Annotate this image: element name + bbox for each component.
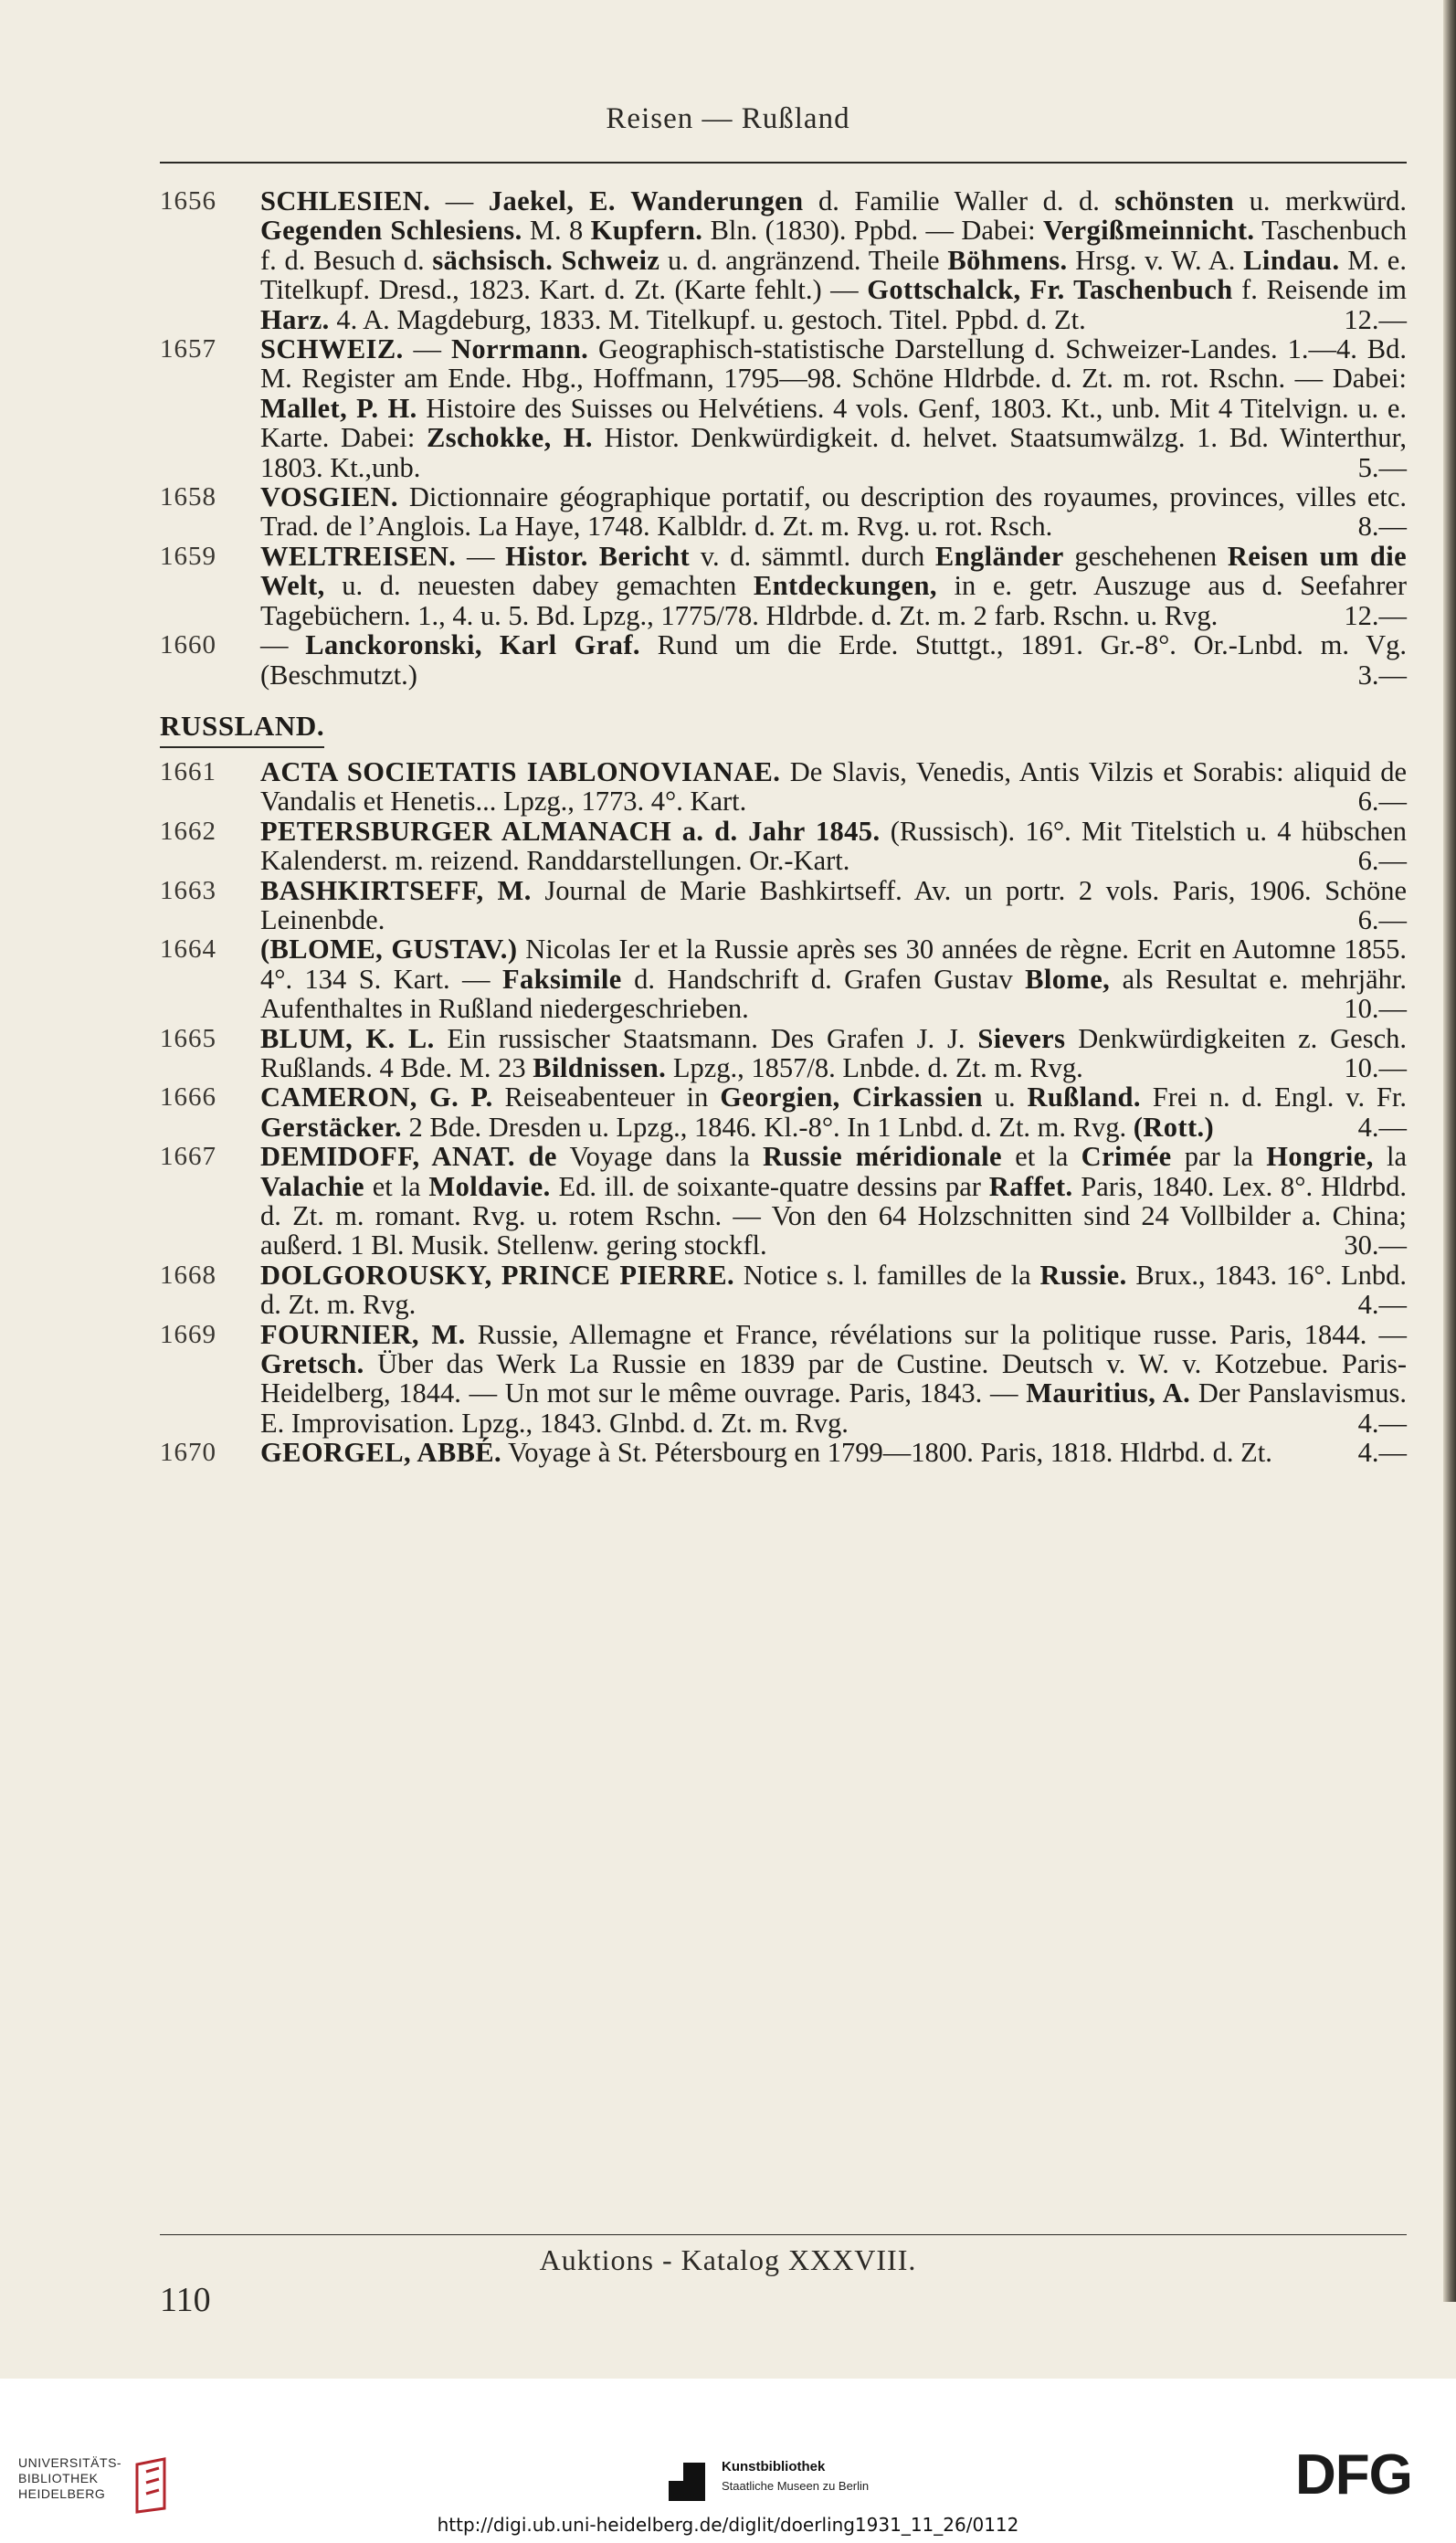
entry-text: Denkwürdigkeiten z. Gesch. Rußlands. 4 Bde. M. 23	[260, 1022, 1408, 1083]
lot-price: 4.—	[1357, 1289, 1407, 1321]
lot-price: 8.—	[1357, 511, 1407, 543]
entry-bold-text: FOURNIER, M.	[260, 1318, 466, 1350]
source-url[interactable]: http://digi.ub.uni-heidelberg.de/diglit/doerling1931_11_26/0112	[437, 2514, 1019, 2536]
entry-text: Brux., 1843. 16°. Lnbd. d. Zt. m. Rvg.	[260, 1259, 1407, 1321]
kunstbibliothek-mark-icon	[669, 2463, 705, 2501]
catalog-entry	[160, 542, 1407, 630]
entry-description	[260, 186, 1407, 334]
entry-bold-text: Engländer	[934, 540, 1064, 572]
entry-text: Voyage dans la	[556, 1141, 763, 1173]
lot-price: 12.—	[1344, 599, 1407, 631]
lot-number: 1667	[160, 1142, 216, 1172]
lot-number: 1663	[160, 875, 216, 905]
page-edge-shadow	[1443, 0, 1456, 2302]
kunstbibliothek-subtitle: Staatliche Museen zu Berlin	[722, 2479, 870, 2493]
entry-bold-text: PETERSBURGER ALMANACH a. d. Jahr 1845.	[260, 815, 881, 847]
entry-bold-text: sächsisch. Schweiz	[432, 244, 660, 276]
entry-text: f. Reisende im	[1232, 274, 1407, 306]
catalog-entry	[160, 186, 1407, 334]
entry-bold-text: Zschokke, H.	[426, 422, 593, 454]
entry-bold-text: Jaekel, E. Wanderungen	[488, 185, 804, 216]
entry-bold-text: Reisen um die Welt,	[260, 540, 1408, 602]
entry-text: d. Handschrift d. Grafen Gustav	[621, 963, 1026, 995]
entry-text: Frei n. d. Engl. v. Fr.	[1140, 1082, 1407, 1113]
entry-text: M. 8	[522, 215, 591, 247]
lot-number: 1662	[160, 816, 216, 846]
entry-bold-text: Moldavie.	[428, 1170, 551, 1202]
catalog-entry	[160, 1024, 1407, 1083]
entry-bold-text: Blome,	[1025, 963, 1111, 995]
lot-number: 1658	[160, 482, 216, 512]
running-header: Reisen — Rußland	[606, 102, 850, 135]
entry-bold-text: (BLOME, GUSTAV.)	[260, 934, 518, 965]
dfg-logo[interactable]: DFG	[1295, 2443, 1412, 2506]
lot-number: 1659	[160, 541, 216, 571]
entry-text: Histoire des Suisses ou Helvétiens. 4 vols. Genf, 1803. Kt., unb. Mit 4 Titelvign. u. e. Karte. Dabei:	[260, 392, 1408, 454]
entry-text: Geographisch-statistische Darstellung d. Schweizer-Landes. 1.—4. Bd. M. Register am Ende. Hbg., Hoffmann, 1795—98. Schöne Hldrbde. d. Zt. m. rot. Rschn. — Dabei:	[260, 333, 1407, 395]
lot-price: 6.—	[1357, 786, 1407, 818]
entry-text: v. d. sämmtl. durch	[690, 540, 935, 572]
entry-bold-text: Crimée	[1081, 1141, 1172, 1173]
entry-bold-text: BLUM, K. L.	[260, 1022, 435, 1054]
entry-text: Ein russischer Staatsmann. Des Grafen J. J.	[434, 1022, 978, 1054]
catalog-entry	[160, 334, 1407, 482]
section-heading: RUSSLAND.	[160, 710, 324, 748]
entry-text: Russie, Allemagne et France, révélations sur la politique russe. Paris, 1844. —	[465, 1318, 1407, 1350]
entry-bold-text: Russie méridionale	[762, 1141, 1002, 1173]
entry-bold-text: Valachie	[260, 1170, 364, 1202]
lot-number: 1664	[160, 934, 216, 965]
entry-description	[260, 334, 1407, 482]
entry-text: Paris, 1840. Lex. 8°. Hldrbd. d. Zt. m. romant. Rvg. u. rotem Rschn. — Von den 64 Holzschnitten sind 24 Vollbilder a. China; außerd. 1 Bl. Musik. Stellenw. gering stockfl.	[260, 1170, 1407, 1261]
entry-description	[260, 542, 1407, 630]
entry-description	[260, 876, 1407, 935]
entry-bold-text: DOLGOROUSKY, PRINCE PIERRE.	[260, 1259, 735, 1291]
entry-description	[260, 934, 1407, 1023]
entry-text: Rund um die Erde. Stuttgt., 1891. Gr.-8°. Or.-Lnbd. m. Vg. (Beschmutzt.)	[260, 629, 1407, 691]
catalog-entry	[160, 757, 1407, 817]
kunstbibliothek-title: Kunstbibliothek	[722, 2459, 826, 2474]
entry-text: (Russisch). 16°. Mit Titelstich u. 4 hübschen Kalenderst. m. reizend. Randdarstellungen. Or.-Kart.	[260, 815, 1407, 877]
entry-text: Histor. Denkwürdigkeit. d. helvet. Staatsumwälzg. 1. Bd. Winterthur, 1803. Kt.,unb.	[260, 422, 1408, 483]
kunstbibliothek-logo[interactable]	[669, 2457, 906, 2512]
entry-bold-text: ACTA SOCIETATIS IABLONOVIANAE.	[260, 755, 781, 787]
lot-price: 30.—	[1344, 1229, 1407, 1261]
entry-text: u. merkwürd.	[1234, 185, 1408, 216]
entry-bold-text: Gottschalck, Fr. Taschenbuch	[867, 274, 1233, 306]
catalog-entry	[160, 1082, 1407, 1142]
entry-bold-text: BASHKIRTSEFF, M.	[260, 874, 532, 906]
entry-text: als Resultat e. mehrjähr. Aufenthaltes in Rußland niedergeschrieben.	[260, 963, 1408, 1025]
lot-price: 5.—	[1357, 451, 1407, 483]
entry-bold-text: Georgien, Cirkassien	[720, 1082, 983, 1113]
catalog-entry	[160, 1142, 1407, 1261]
entry-text: u. d. neuesten dabey gemachten	[324, 570, 754, 602]
lot-price: 10.—	[1344, 1051, 1407, 1083]
page-number: 110	[160, 2281, 211, 2319]
lot-number: 1668	[160, 1260, 216, 1290]
entry-description	[260, 1142, 1407, 1261]
entry-bold-text: DEMIDOFF, ANAT. de	[260, 1141, 557, 1173]
entry-bold-text: WELTREISEN.	[260, 540, 457, 572]
entry-text: —	[403, 333, 451, 365]
lot-price: 6.—	[1357, 903, 1407, 935]
heidelberg-emblem-icon	[128, 2455, 183, 2516]
entry-text: Über das Werk La Russie en 1839 par de Custine. Deutsch v. W. v. Kotzebue. Paris-Heidelberg, 1844. — Un mot sur le même ouvrage. Paris, 1843. —	[260, 1348, 1407, 1409]
entry-text: M. e. Titelkupf. Dresd., 1823. Kart. d. Zt. (Karte fehlt.) —	[260, 244, 1407, 306]
entry-bold-text: SCHWEIZ.	[260, 333, 404, 365]
entry-bold-text: Kupfern.	[590, 215, 703, 247]
lot-number: 1670	[160, 1438, 216, 1468]
entry-description	[260, 1320, 1407, 1439]
entry-bold-text: Histor. Bericht	[505, 540, 691, 572]
lot-price: 6.—	[1357, 845, 1407, 877]
entry-text: geschehenen	[1063, 540, 1228, 572]
entry-bold-text: Sievers	[977, 1022, 1066, 1054]
entry-bold-text: Lanckoronski, Karl Graf.	[305, 629, 640, 661]
entry-bold-text: schönsten	[1114, 185, 1235, 216]
lot-price: 4.—	[1357, 1111, 1407, 1143]
entry-text: in e. getr. Auszuge aus d. Seefahrer Tagebüchern. 1., 4. u. 5. Bd. Lpzg., 1775/78. Hldrbde. d. Zt. m. 2 farb. Rschn. u. Rvg.	[260, 570, 1407, 631]
catalog-entry	[160, 1438, 1407, 1467]
entry-bold-text: Gegenden Schlesiens.	[260, 215, 522, 247]
entry-bold-text: GEORGEL, ABBÉ.	[260, 1437, 502, 1469]
logo-line: HEIDELBERG	[18, 2486, 106, 2501]
entry-description	[260, 1024, 1407, 1083]
entry-text: Nicolas Ier et la Russie après ses 30 années de règne. Ecrit en Automne 1855. 4°. 134 S. Kart. —	[260, 934, 1407, 995]
entry-text: Journal de Marie Bashkirtseff. Av. un portr. 2 vols. Paris, 1906. Schöne Leinenbde.	[260, 874, 1407, 935]
entry-text: et la	[364, 1170, 429, 1202]
entry-text: Ed. ill. de soixante-quatre dessins par	[550, 1170, 989, 1202]
catalog-entry	[160, 630, 1407, 690]
entry-text: Voyage à St. Pétersbourg en 1799—1800. Paris, 1818. Hldrbd. d. Zt.	[501, 1437, 1272, 1469]
entry-text: la	[1373, 1141, 1407, 1173]
entry-bold-text: VOSGIEN.	[260, 481, 398, 513]
footer-rule	[160, 2234, 1407, 2235]
catalog-entry	[160, 876, 1407, 935]
entry-description	[260, 630, 1407, 690]
entry-description	[260, 757, 1407, 817]
entry-text: u.	[982, 1082, 1028, 1113]
entry-text: Der Panslavismus. E. Improvisation. Lpzg., 1843. Glnbd. d. Zt. m. Rvg.	[260, 1377, 1407, 1439]
entry-text: Lpzg., 1857/8. Lnbde. d. Zt. m. Rvg.	[666, 1051, 1083, 1083]
entry-text: —	[260, 629, 306, 661]
entry-bold-text: Mallet, P. H.	[260, 392, 417, 424]
lot-price: 4.—	[1357, 1407, 1407, 1439]
entry-bold-text: Harz.	[260, 303, 330, 335]
entry-text: De Slavis, Venedis, Antis Vilzis et Sorabis: aliquid de Vandalis et Henetis... Lpzg., 1773. 4°. Kart.	[260, 755, 1407, 818]
entry-text: —	[456, 540, 506, 572]
logo-line: BIBLIOTHEK	[18, 2471, 99, 2485]
entry-bold-text: Vergißmeinnicht.	[1042, 215, 1255, 247]
entry-bold-text: Russie.	[1039, 1259, 1127, 1291]
entry-bold-text: (Rott.)	[1133, 1111, 1215, 1143]
entry-text: Taschenbuch f. d. Besuch d.	[260, 215, 1407, 276]
lot-price: 3.—	[1357, 659, 1407, 691]
entry-text: Dictionnaire géographique portatif, ou description des royaumes, provinces, villes etc. Trad. de l’Anglois. La Haye, 1748. Kalbldr. d. Zt. m. Rvg. u. rot. Rsch.	[260, 481, 1407, 543]
entry-bold-text: Lindau.	[1243, 244, 1340, 276]
catalog-entry	[160, 1261, 1407, 1320]
lot-number: 1660	[160, 630, 216, 660]
entry-text: Hrsg. v. W. A.	[1067, 244, 1244, 276]
entry-text: Bln. (1830). Ppbd. — Dabei:	[702, 215, 1043, 247]
lot-number: 1665	[160, 1023, 216, 1053]
lot-number: 1657	[160, 334, 216, 364]
entry-text: Notice s. l. familles de la	[734, 1259, 1040, 1291]
entry-bold-text: Faksimile	[501, 963, 622, 995]
entry-text: par la	[1171, 1141, 1267, 1173]
entry-bold-text: Gretsch.	[260, 1348, 364, 1380]
entry-bold-text: Entdeckungen,	[753, 570, 937, 602]
lot-number: 1666	[160, 1082, 216, 1113]
catalog-entry	[160, 482, 1407, 542]
lot-price: 10.—	[1344, 993, 1407, 1025]
entry-bold-text: Hongrie,	[1266, 1141, 1374, 1173]
catalog-entry	[160, 817, 1407, 876]
catalog-entries	[160, 186, 1407, 1468]
entry-bold-text: Bildnissen.	[533, 1051, 667, 1083]
entry-description	[260, 482, 1407, 542]
entry-description	[260, 1082, 1407, 1142]
entry-text: u. d. angränzend. Theile	[659, 244, 948, 276]
entry-text: et la	[1002, 1141, 1081, 1173]
header-rule	[160, 162, 1407, 164]
entry-bold-text: Raffet.	[988, 1170, 1073, 1202]
lot-price: 4.—	[1357, 1437, 1407, 1469]
entry-description	[260, 1438, 1407, 1467]
entry-bold-text: CAMERON, G. P.	[260, 1082, 493, 1113]
entry-bold-text: Rußland.	[1027, 1082, 1141, 1113]
entry-text: Reiseabenteuer in	[492, 1082, 721, 1113]
entry-description	[260, 817, 1407, 876]
entry-bold-text: Gerstäcker.	[260, 1111, 402, 1143]
entry-text: d. Familie Waller d. d.	[803, 185, 1115, 216]
entry-bold-text: SCHLESIEN.	[260, 185, 431, 216]
catalog-entry	[160, 1320, 1407, 1439]
lot-price: 12.—	[1344, 303, 1407, 335]
entry-description	[260, 1261, 1407, 1320]
entry-text: 4. A. Magdeburg, 1833. M. Titelkupf. u. gestoch. Titel. Ppbd. d. Zt.	[329, 303, 1086, 335]
catalog-entry	[160, 934, 1407, 1023]
entry-text: —	[430, 185, 489, 216]
running-footer: Auktions - Katalog XXXVIII.	[539, 2243, 917, 2276]
entry-text: 2 Bde. Dresden u. Lpzg., 1846. Kl.-8°. In 1 Lnbd. d. Zt. m. Rvg.	[401, 1111, 1134, 1143]
entry-bold-text: Norrmann.	[450, 333, 589, 365]
lot-number: 1661	[160, 756, 216, 786]
lot-number: 1656	[160, 186, 216, 216]
entry-bold-text: Mauritius, A.	[1026, 1377, 1191, 1409]
entry-bold-text: Böhmens.	[947, 244, 1068, 276]
lot-number: 1669	[160, 1319, 216, 1349]
logo-line: UNIVERSITÄTS-	[18, 2455, 122, 2470]
